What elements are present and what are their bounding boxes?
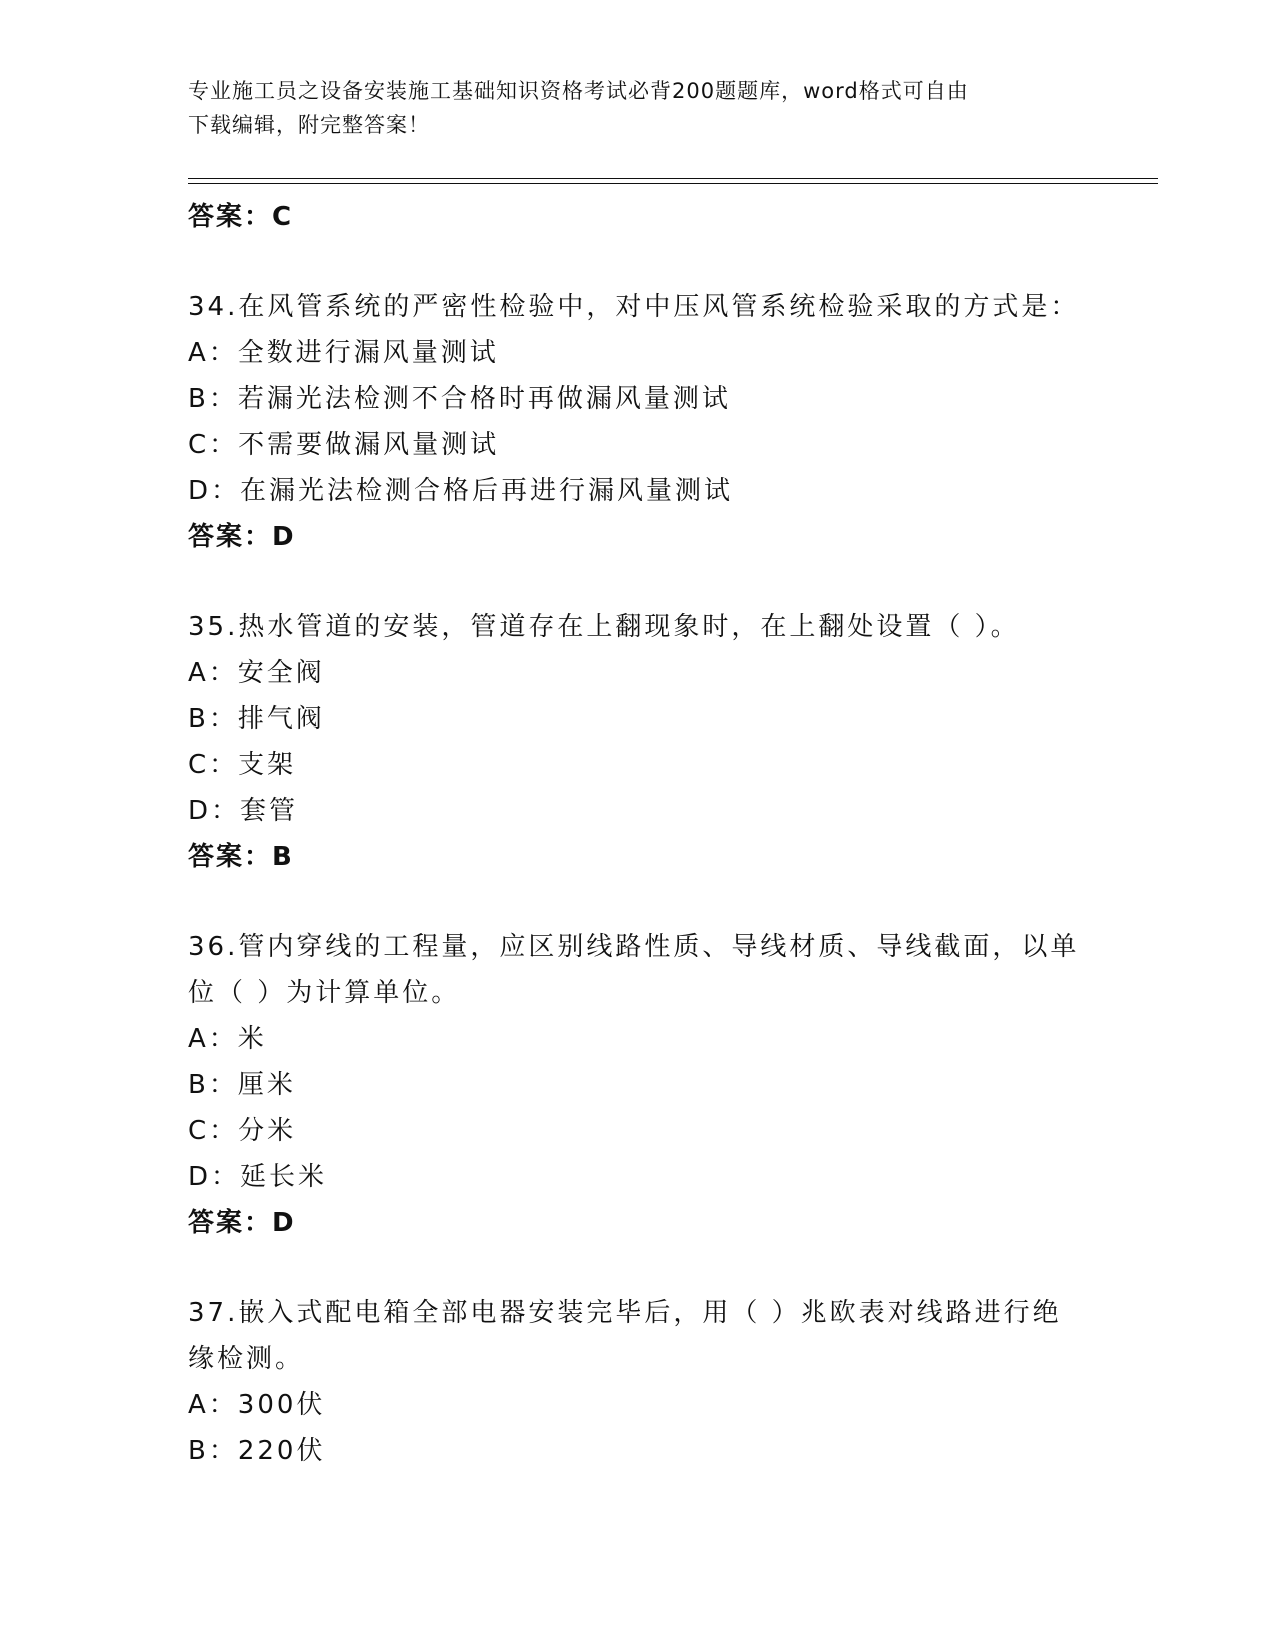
question-35-option-a: A：安全阀 — [188, 658, 325, 688]
question-36-option-d: D：延长米 — [188, 1162, 328, 1192]
question-34-answer: 答案：D — [188, 522, 296, 552]
question-35-answer: 答案：B — [188, 842, 294, 872]
question-34-option-d: D：在漏光法检测合格后再进行漏风量测试 — [188, 476, 734, 506]
question-35-option-b: B：排气阀 — [188, 704, 325, 734]
question-37-stem-line-1: 37.嵌入式配电箱全部电器安装完毕后，用（ ）兆欧表对线路进行绝 — [188, 1298, 1062, 1328]
question-36-option-c: C：分米 — [188, 1116, 297, 1146]
question-34-stem: 34.在风管系统的严密性检验中，对中压风管系统检验采取的方式是： — [188, 292, 1080, 322]
header-rule-bottom — [188, 183, 1158, 184]
header-line-1: 专业施工员之设备安装施工基础知识资格考试必背200题题库，word格式可自由 — [188, 79, 969, 103]
question-34 — [188, 284, 1088, 560]
answer-previous: 答案：C — [188, 202, 294, 232]
document-header — [188, 74, 1088, 142]
question-36-stem-line-1: 36.管内穿线的工程量，应区别线路性质、导线材质、导线截面，以单 — [188, 932, 1080, 962]
question-37 — [188, 1290, 1088, 1474]
question-35 — [188, 604, 1088, 880]
question-35-stem: 35.热水管道的安装，管道存在上翻现象时，在上翻处设置（ ）。 — [188, 612, 1020, 642]
question-35-option-d: D：套管 — [188, 796, 299, 826]
question-35-option-c: C：支架 — [188, 750, 297, 780]
question-36-option-b: B：厘米 — [188, 1070, 296, 1100]
question-34-option-c: C：不需要做漏风量测试 — [188, 430, 500, 460]
question-34-option-a: A：全数进行漏风量测试 — [188, 338, 499, 368]
question-36-stem-line-2: 位（ ）为计算单位。 — [188, 978, 461, 1008]
question-36 — [188, 924, 1088, 1246]
question-34-option-b: B：若漏光法检测不合格时再做漏风量测试 — [188, 384, 731, 414]
question-36-option-a: A：米 — [188, 1024, 267, 1054]
header-line-2: 下载编辑，附完整答案！ — [188, 113, 430, 137]
question-37-option-b: B：220伏 — [188, 1436, 326, 1466]
question-37-option-a: A：300伏 — [188, 1390, 326, 1420]
question-36-answer: 答案：D — [188, 1208, 296, 1238]
question-list — [188, 194, 1088, 1474]
header-rule-top — [188, 178, 1158, 179]
question-37-stem-line-2: 缘检测。 — [188, 1344, 305, 1374]
